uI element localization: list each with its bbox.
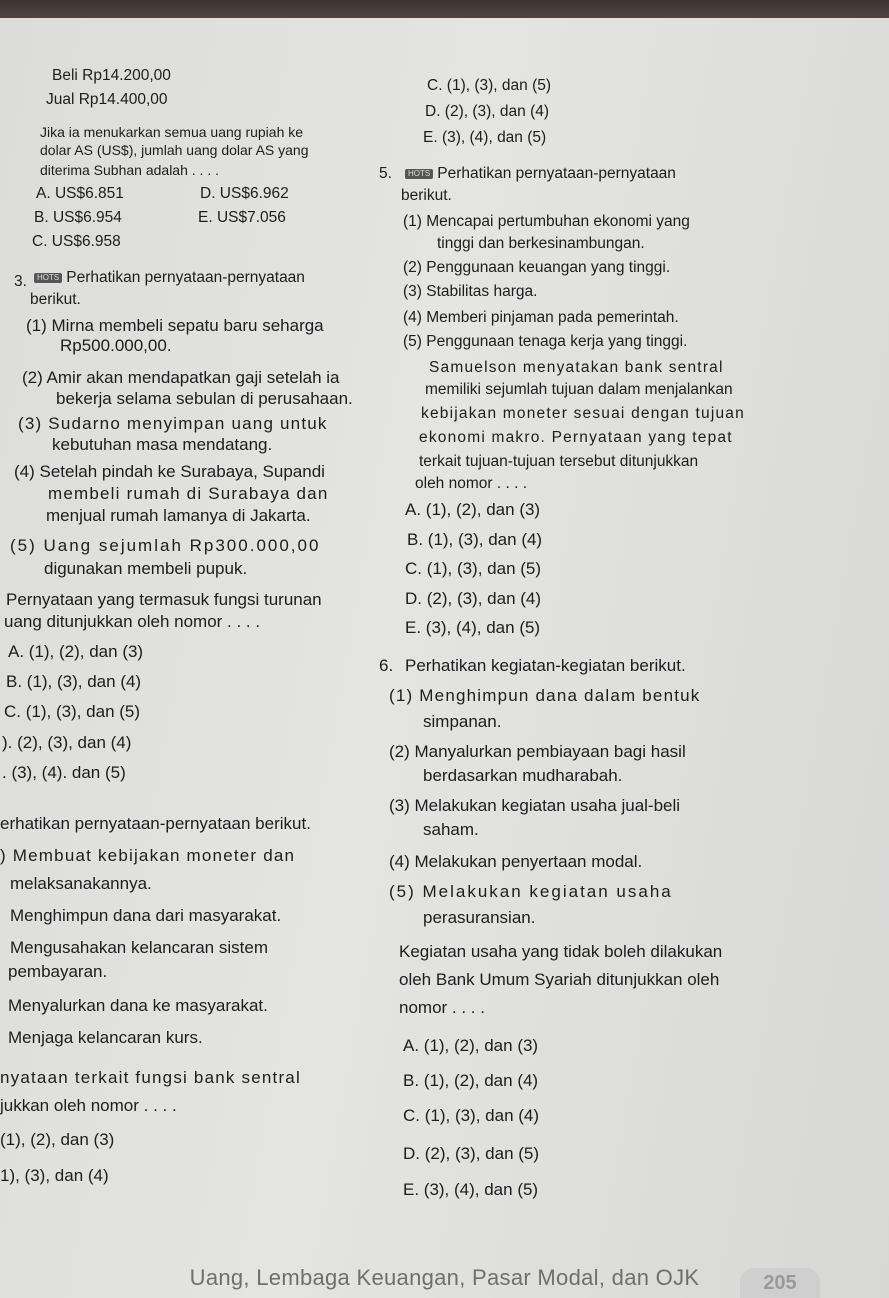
q5-paragraph-3: kebijakan moneter sesuai dengan tujuan [421,405,745,422]
q5-statement-1a: (1) Mencapai pertumbuhan ekonomi yang [403,213,690,230]
chapter-footer: Uang, Lembaga Keuangan, Pasar Modal, dan OJK [189,1265,700,1290]
q6-option-b: B. (1), (2), dan (4) [403,1071,539,1090]
q4-stem-3: diterima Subhan adalah . . . . [40,162,219,178]
q3-question-2: uang ditunjukkan oleh nomor . . . . [4,612,261,631]
q3-statement-5a: (5) Uang sejumlah Rp300.000,00 [10,536,321,555]
q4-option-d: D. US$6.962 [200,185,289,202]
q4-option-a: A. US$6.851 [36,185,124,202]
q5-paragraph-4: ekonomi makro. Pernyataan yang tepat [419,429,733,446]
q4-stem-2: dolar AS (US$), jumlah uang dolar AS yang [40,142,309,158]
q3-statement-5b: digunakan membeli pupuk. [44,559,248,578]
q4-statement-1b: melaksanakannya. [10,874,152,893]
q4-question-1: nyataan terkait fungsi bank sentral [0,1068,301,1087]
q5-paragraph-1: Samuelson menyatakan bank sentral [429,359,724,376]
q3-intro [34,268,305,288]
q3-statement-1a: (1) Mirna membeli sepatu baru seharga [26,316,324,335]
q6-statement-1a: (1) Menghimpun dana dalam bentuk [389,686,701,705]
q5-number: 5. [379,165,392,182]
q3-intro-2: berikut. [30,291,81,308]
page-number: 205 [740,1268,820,1298]
q6-statement-5b: perasuransian. [423,908,536,927]
q3-question-1: Pernyataan yang termasuk fungsi turunan [6,590,322,609]
q4-statement-2: Menghimpun dana dari masyarakat. [10,906,282,925]
q3-option-a: A. (1), (2), dan (3) [8,642,144,661]
q5-paragraph-2: memiliki sejumlah tujuan dalam menjalankan [425,381,733,398]
q5-option-c: C. (1), (3), dan (5) [405,559,542,578]
q6-option-a: A. (1), (2), dan (3) [403,1036,539,1055]
q3-statement-3a: (3) Sudarno menyimpan uang untuk [18,414,328,433]
q6-option-c: C. (1), (3), dan (4) [403,1106,540,1125]
q5-option-d: D. (2), (3), dan (4) [405,589,542,608]
prev-option-e: E. (3), (4), dan (5) [423,129,547,146]
q5-intro-text: Perhatikan pernyataan-pernyataan [437,165,676,182]
q4-option-b: B. US$6.954 [34,209,122,226]
q6-statement-5a: (5) Melakukan kegiatan usaha [389,882,673,901]
q5-statement-1b: tinggi dan berkesinambungan. [437,235,645,252]
q5-statement-3: (3) Stabilitas harga. [403,283,538,300]
q4-statement-3b: pembayaran. [8,962,108,981]
q6-statement-3b: saham. [423,820,479,839]
q5-paragraph-5: terkait tujuan-tujuan tersebut ditunjukkan [419,453,699,470]
q4-statement-4: Menyalurkan dana ke masyarakat. [8,996,268,1015]
q4-option-e: E. US$7.056 [198,209,286,226]
q4-statement-1a: ) Membuat kebijakan moneter dan [0,846,296,865]
q4-beli: Beli Rp14.200,00 [52,67,171,84]
q6-number: 6. [379,656,394,675]
q5-statement-2: (2) Penggunaan keuangan yang tinggi. [403,259,671,276]
q3-option-b: B. (1), (3), dan (4) [6,672,142,691]
q3-statement-4b: membeli rumah di Surabaya dan [48,484,329,503]
q4-statement-3a: Mengusahakan kelancaran sistem [10,938,268,957]
q3-statement-3b: kebutuhan masa mendatang. [52,435,273,454]
q6-statement-2a: (2) Manyalurkan pembiayaan bagi hasil [389,742,686,761]
q5-paragraph-6: oleh nomor . . . . [415,475,527,492]
hots-badge: HOTS [405,169,433,179]
q6-option-d: D. (2), (3), dan (5) [403,1144,540,1163]
q4-option-b: 1), (3), dan (4) [0,1166,109,1185]
q6-paragraph-1: Kegiatan usaha yang tidak boleh dilakukan [399,942,723,961]
q4-stem-1: Jika ia menukarkan semua uang rupiah ke [40,124,304,140]
q5-option-b: B. (1), (3), dan (4) [407,530,543,549]
q3-statement-4a: (4) Setelah pindah ke Surabaya, Supandi [14,462,325,481]
q3-statement-2b: bekerja selama sebulan di perusahaan. [56,389,353,408]
q6-statement-4: (4) Melakukan penyertaan modal. [389,852,643,871]
q4-option-a: (1), (2), dan (3) [0,1130,115,1149]
q6-statement-3a: (3) Melakukan kegiatan usaha jual-beli [389,796,681,815]
q3-option-d: ). (2), (3), dan (4) [2,733,132,752]
q4-question-2: jukkan oleh nomor . . . . [0,1096,177,1115]
q4-jual: Jual Rp14.400,00 [46,91,168,108]
q3-statement-2a: (2) Amir akan mendapatkan gaji setelah ia [22,368,340,387]
q6-statement-1b: simpanan. [423,712,502,731]
q3-intro-text: Perhatikan pernyataan-pernyataan [66,269,305,286]
q6-paragraph-3: nomor . . . . [399,998,485,1017]
prev-option-c: C. (1), (3), dan (5) [427,77,552,94]
q5-statement-4: (4) Memberi pinjaman pada pemerintah. [403,309,679,326]
q6-paragraph-2: oleh Bank Umum Syariah ditunjukkan oleh [399,970,720,989]
q5-intro-2: berikut. [401,187,452,204]
q6-intro: Perhatikan kegiatan-kegiatan berikut. [405,656,686,675]
q3-option-e: . (3), (4). dan (5) [2,763,126,782]
q6-option-e: E. (3), (4), dan (5) [403,1180,539,1199]
q5-option-a: A. (1), (2), dan (3) [405,500,541,519]
hots-badge: HOTS [34,273,62,283]
q3-statement-4c: menjual rumah lamanya di Jakarta. [46,506,311,525]
q3-option-c: C. (1), (3), dan (5) [4,702,141,721]
q3-number: 3. [14,273,27,290]
q6-statement-2b: berdasarkan mudharabah. [423,766,623,785]
q4-option-c: C. US$6.958 [32,233,121,250]
q5-option-e: E. (3), (4), dan (5) [405,618,541,637]
q4-intro: erhatikan pernyataan-pernyataan berikut. [0,814,311,833]
q5-intro [405,164,676,184]
q4-statement-5: Menjaga kelancaran kurs. [8,1028,203,1047]
q5-statement-5: (5) Penggunaan tenaga kerja yang tinggi. [403,333,688,350]
q3-statement-1b: Rp500.000,00. [60,336,172,355]
prev-option-d: D. (2), (3), dan (4) [425,103,550,120]
